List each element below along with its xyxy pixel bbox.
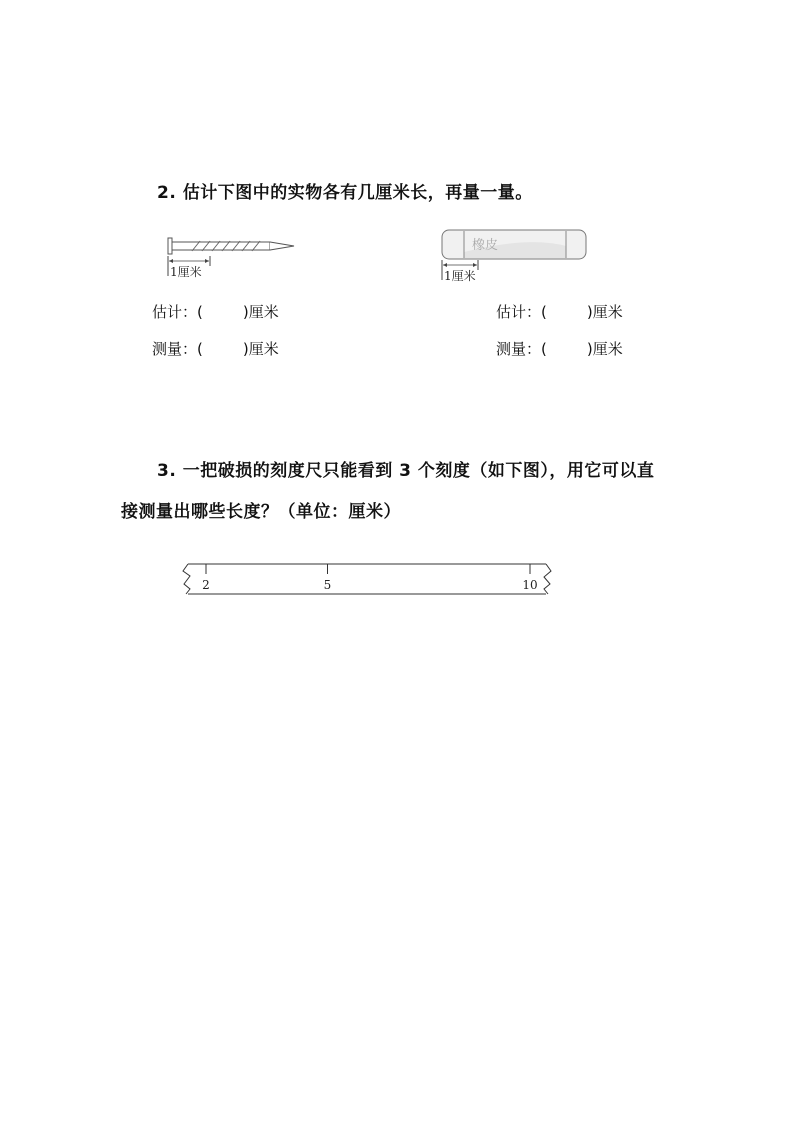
- nail-scale-label: 1厘米: [170, 265, 202, 279]
- nail-icon: [168, 238, 294, 254]
- nail-figure: [160, 230, 300, 282]
- question-2-title: 2. 估计下图中的实物各有几厘米长，再量一量。: [157, 183, 533, 203]
- ruler-tick-label-2: 2: [202, 578, 210, 592]
- ruler-tick-label-10: 10: [522, 578, 538, 592]
- eraser-icon: [442, 230, 586, 259]
- unit-suffix: )厘米: [242, 303, 279, 321]
- estimate-label: 估计：(: [496, 303, 547, 321]
- eraser-scale-marker: [442, 260, 478, 283]
- unit-suffix: )厘米: [242, 340, 279, 358]
- question-3-line-2: 接测量出哪些长度？（单位：厘米）: [121, 502, 401, 522]
- eraser-measure-line: [496, 338, 623, 359]
- eraser-figure: [438, 228, 590, 284]
- nail-scale-marker: [168, 256, 210, 279]
- eraser-scale-label: 1厘米: [444, 269, 476, 283]
- unit-suffix: )厘米: [586, 303, 623, 321]
- unit-suffix: )厘米: [586, 340, 623, 358]
- eraser-estimate-line: [496, 301, 623, 322]
- estimate-label: 估计：(: [152, 303, 203, 321]
- broken-ruler: [178, 560, 558, 600]
- nail-estimate-line: [152, 301, 279, 322]
- question-3-line-1: 3. 一把破损的刻度尺只能看到 3 个刻度（如下图），用它可以直: [157, 461, 655, 481]
- nail-measure-line: [152, 338, 279, 359]
- ruler-right-break: [544, 564, 551, 594]
- measure-label: 测量：(: [152, 340, 203, 358]
- ruler-ticks: [202, 564, 537, 592]
- measure-label: 测量：(: [496, 340, 547, 358]
- ruler-tick-label-5: 5: [323, 578, 332, 592]
- ruler-left-break: [183, 564, 190, 594]
- eraser-text: 橡皮: [472, 238, 499, 253]
